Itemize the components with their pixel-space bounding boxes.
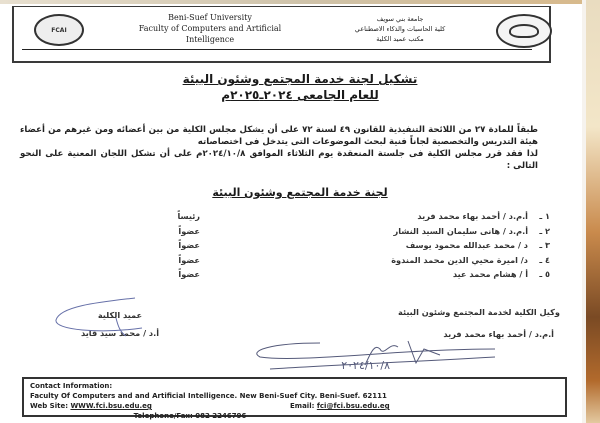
vice-dean-handwritten-signature-icon (240, 335, 500, 373)
member-number: ٣ ـ (539, 240, 550, 250)
member-row (140, 255, 550, 270)
faculty-name-en-1: Faculty of Computers and Artificial (138, 24, 282, 33)
member-name: د / محمد عبدالله محمود يوسف (405, 240, 528, 250)
member-name: أ.م.د / أحمد بهاء محمد فريد (417, 211, 528, 221)
logo-text: FCAI (51, 26, 67, 34)
scan-edge-top (0, 0, 600, 4)
member-number: ٢ ـ (539, 225, 550, 236)
title-line-2: للعام الجامعى ٢٠٢٤ـ٢٠٢٥م (221, 88, 379, 102)
website-link[interactable]: WWW.fci.bsu.edu.eg (70, 402, 152, 410)
university-seal-icon (496, 14, 552, 48)
dean-office-ar: مكتب عميد الكلية (376, 35, 424, 43)
member-role: عضواً (178, 225, 200, 236)
member-role: عضواً (178, 269, 200, 279)
email-label: Email: (290, 402, 315, 410)
contact-heading: Contact Information: (30, 382, 113, 390)
vice-dean-title: وكيل الكلية لخدمة المجتمع وشئون البيئة (398, 307, 560, 317)
university-name-en: Beni-Suef University (168, 13, 252, 22)
member-row (140, 211, 550, 226)
scan-edge-right (586, 0, 600, 423)
handwritten-date: ٢٠٢٤/١٠/٨ (341, 359, 390, 372)
vice-dean-signature-block (330, 307, 560, 339)
contact-address: Faculty Of Computers and and Artificial Intelligence. New Beni-Suef City. Beni-Suef. 62111 (30, 392, 387, 400)
faculty-name-en-2: Intelligence (185, 35, 235, 44)
member-number: ٥ ـ (539, 269, 550, 279)
arabic-letterhead (330, 14, 470, 44)
english-letterhead (110, 12, 310, 45)
member-name: أ / هشام محمد عيد (452, 269, 528, 279)
faculty-name-ar: كلية الحاسبات والذكاء الاصطناعي (354, 25, 446, 33)
body-paragraph-2: لذا فقد قرر مجلس الكلية فى جلستة المنعقدة يوم الثلاثاء الموافق ٢٠٢٤/١٠/٨م على أن تشكل اللجان المعنية على النحو التالى : (20, 149, 538, 171)
committee-title: لجنة خدمة المجتمع وشئون البيئة (212, 186, 388, 199)
member-name: د/ اميرة محيي الدين محمد المندوة (391, 254, 528, 265)
member-row (140, 269, 550, 284)
seal-swoosh (509, 24, 539, 38)
members-list (140, 211, 550, 284)
fcai-logo-icon (34, 14, 84, 46)
university-name-ar: جامعة بني سويف (376, 15, 424, 23)
contact-footer (22, 377, 567, 420)
website-label: Web Site: (30, 402, 69, 410)
member-name: أ.م.د / هانى سليمان السيد النشار (393, 225, 528, 236)
body-paragraph-1: طبقاً للمادة ٢٧ من اللائحة التنفيذية للقانون ٤٩ لسنة ٧٢ على أن يشكل مجلس الكلية من بين أعضائه ومن غيرهم من أعضاء هيئة التدريس والتخصصية لجاناً فنية لبحث الموضوعات التى يتدخل فى اختصاصاته (20, 125, 538, 147)
member-number: ١ ـ (539, 211, 550, 221)
decision-body (20, 124, 538, 172)
member-role: رئيساً (177, 211, 200, 221)
email-link[interactable]: fci@fci.bsu.edu.eg (316, 402, 390, 410)
dean-name: أ.د / محمد سيد قايد (80, 328, 160, 338)
dean-signature-block (60, 310, 180, 338)
member-row (140, 240, 550, 255)
member-row (140, 226, 550, 241)
member-role: عضواً (178, 240, 200, 250)
title-line-1: تشكيل لجنة خدمة المجتمع وشئون البيئة (182, 72, 418, 86)
member-role: عضواً (178, 254, 200, 265)
contact-phone: Telephone/Fax: 082 2246796 (133, 412, 247, 420)
vice-dean-name: أ.م.د / أحمد بهاء محمد فريد (443, 329, 554, 339)
letterhead-rule (22, 49, 532, 50)
member-number: ٤ ـ (539, 254, 550, 265)
document-title (100, 71, 500, 103)
dean-title: عميد الكلية (97, 310, 143, 320)
